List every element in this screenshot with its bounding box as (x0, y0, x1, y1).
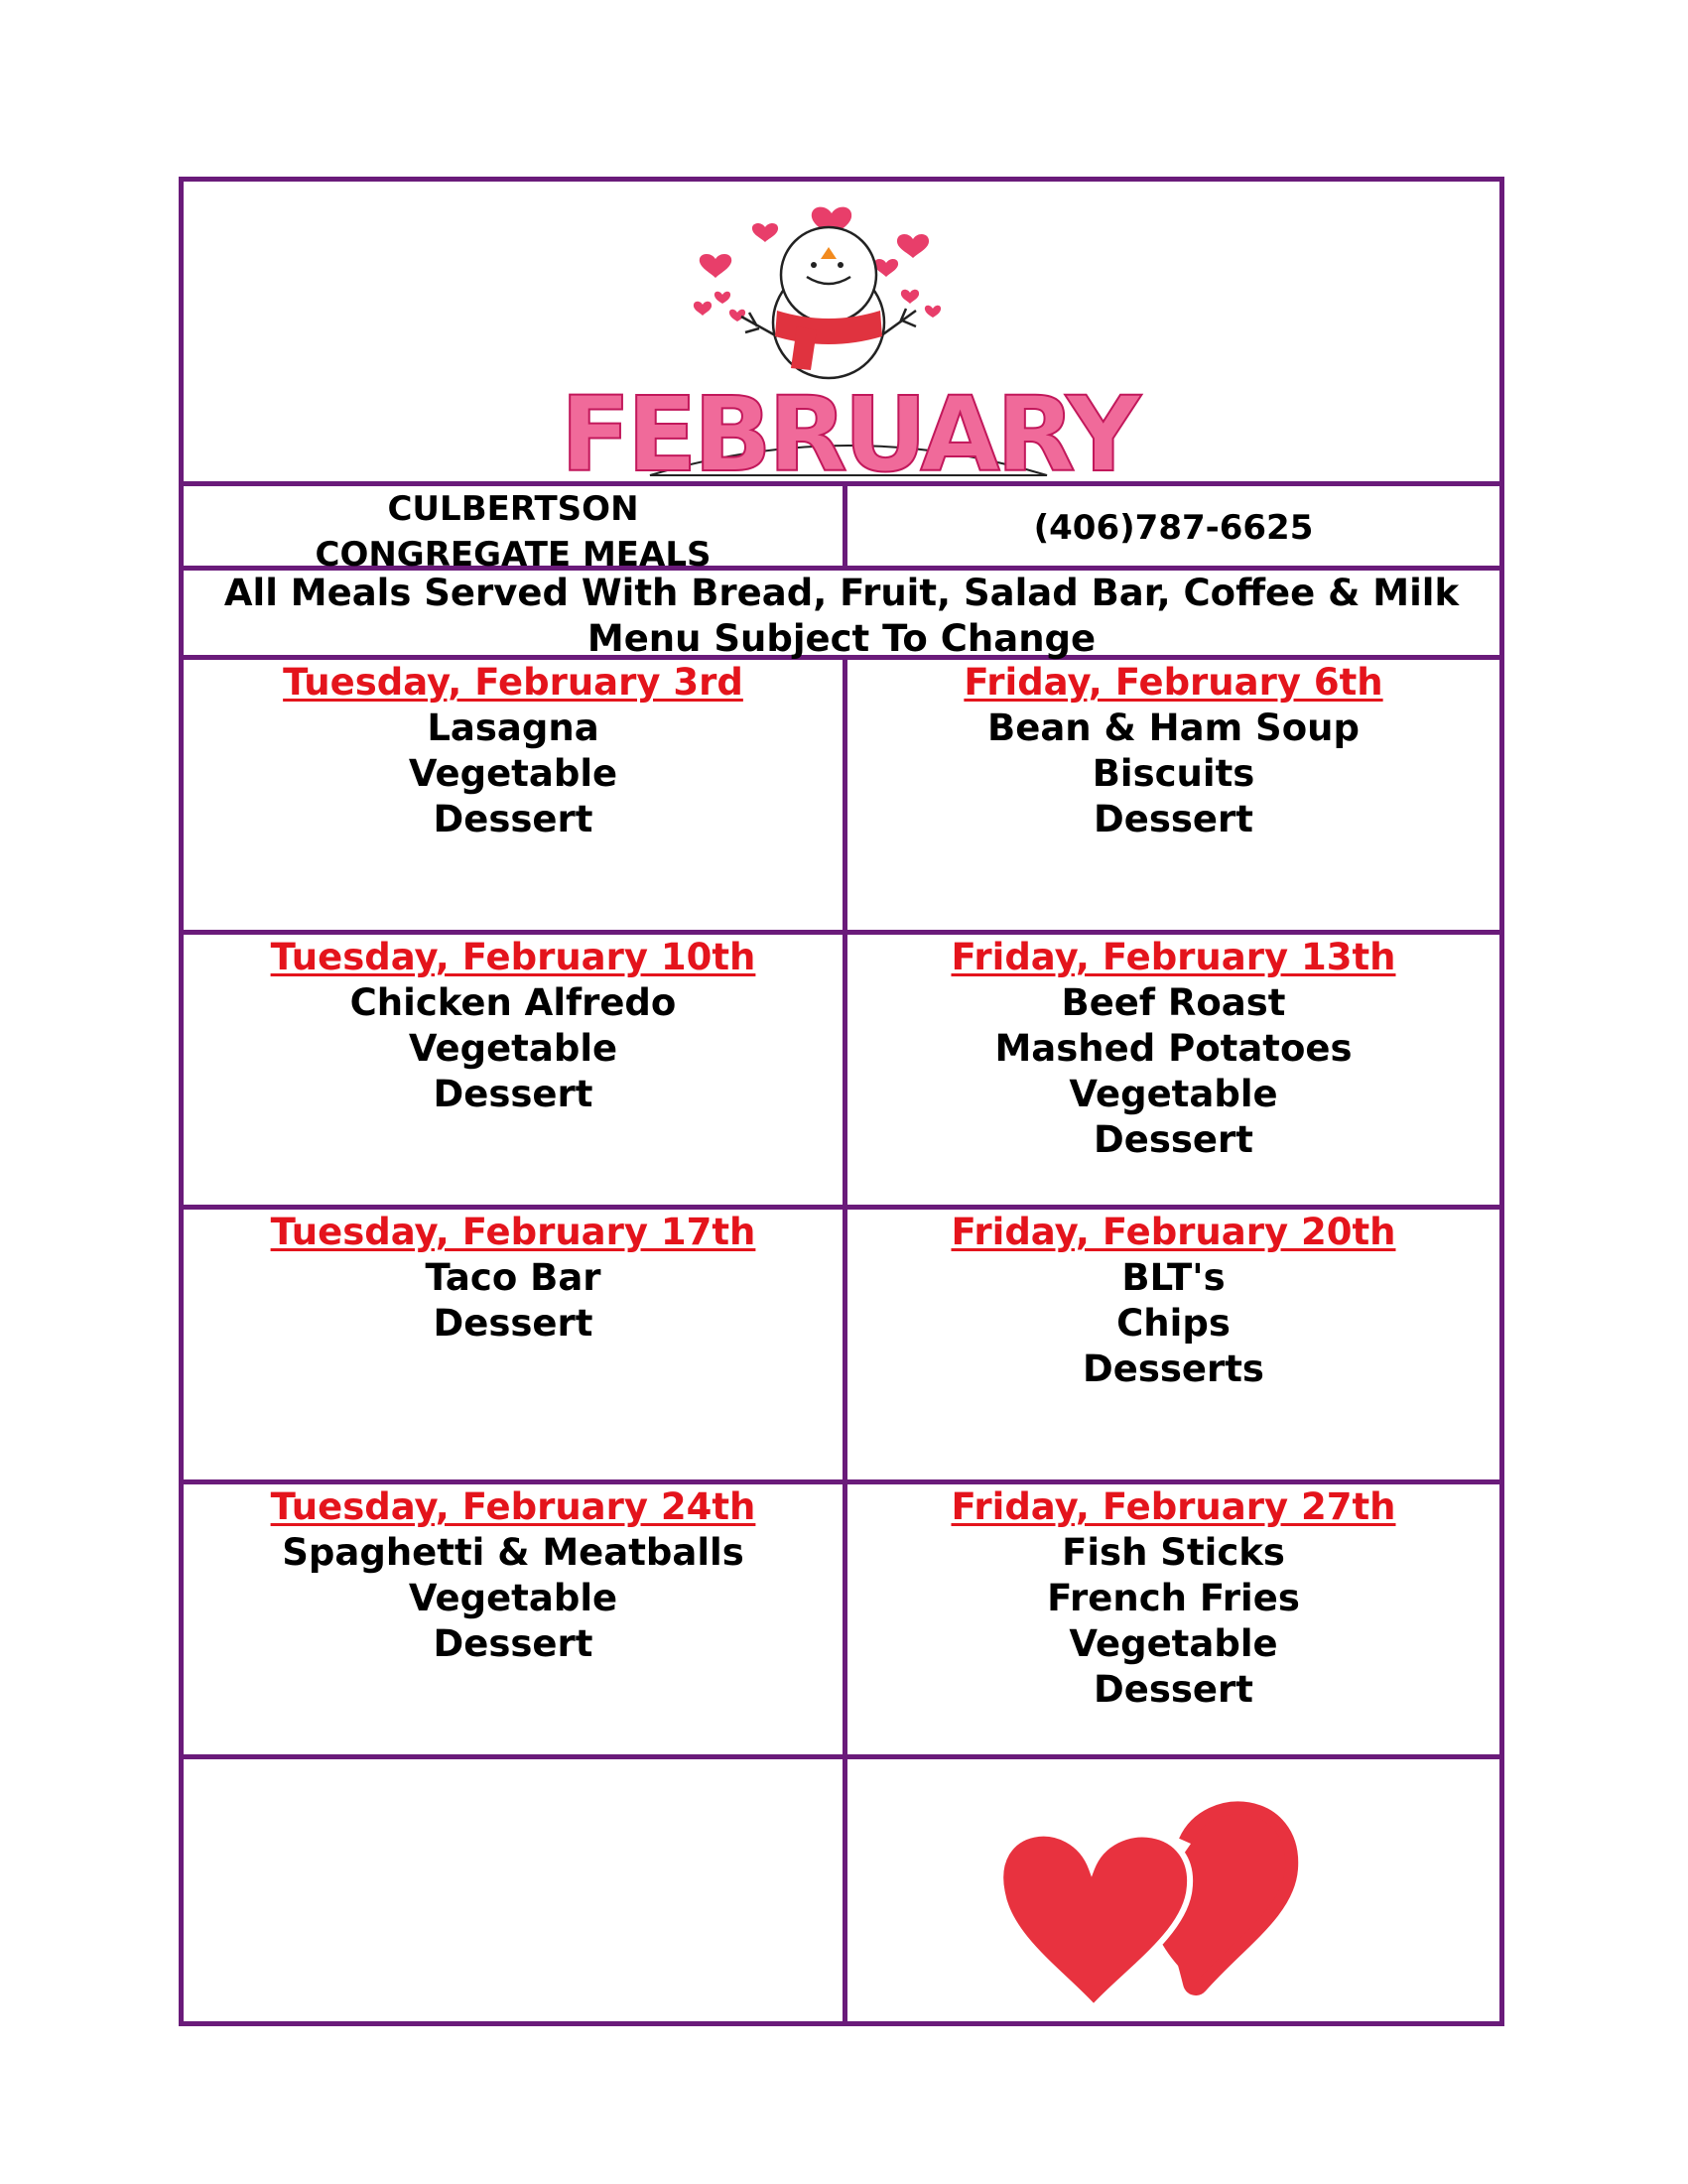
menu-item: Beef Roast (1061, 981, 1286, 1024)
note-line1: All Meals Served With Bread, Fruit, Salad Bar, Coffee & Milk (223, 572, 1460, 614)
phone-number: (406)787-6625 (1033, 508, 1314, 548)
menu-date: Tuesday, February 17th (270, 1211, 756, 1253)
menu-item: Fish Sticks (1062, 1531, 1285, 1574)
menu-item: Vegetable (408, 1027, 618, 1070)
menu-day-cell (184, 660, 843, 930)
menu-day-cell (847, 935, 1499, 1205)
menu-date: Tuesday, February 10th (270, 936, 756, 978)
divider (184, 1754, 1499, 1759)
february-snowman-logo (560, 188, 1137, 495)
menu-item: Dessert (433, 798, 593, 840)
menu-item: Chips (1116, 1302, 1231, 1345)
org-line2: CONGREGATE MEALS (315, 535, 712, 575)
menu-item: Vegetable (408, 752, 618, 795)
menu-day-cell (184, 935, 843, 1205)
menu-date: Friday, February 13th (951, 936, 1396, 978)
menu-item: Dessert (433, 1302, 593, 1345)
organization-name (184, 486, 843, 575)
menu-date: Friday, February 27th (951, 1485, 1396, 1528)
menu-table (179, 177, 1504, 2026)
menu-day-cell (847, 660, 1499, 930)
menu-item: Dessert (433, 1073, 593, 1115)
org-line1: CULBERTSON (387, 489, 639, 529)
menu-date: Friday, February 20th (951, 1211, 1396, 1253)
menu-item: Desserts (1083, 1348, 1264, 1390)
menu-date: Friday, February 6th (964, 661, 1383, 704)
menu-item: Biscuits (1092, 752, 1255, 795)
menu-date: Tuesday, February 3rd (283, 661, 743, 704)
logo-text: FEBRUARY (560, 374, 1137, 495)
menu-item: French Fries (1047, 1577, 1300, 1619)
menu-item: Chicken Alfredo (349, 981, 677, 1024)
menu-item: Dessert (1094, 1668, 1253, 1711)
menu-item: Vegetable (1069, 1622, 1278, 1665)
menu-day-cell (847, 1210, 1499, 1479)
menu-item: Taco Bar (425, 1256, 601, 1299)
menu-item: Vegetable (1069, 1073, 1278, 1115)
note-line2: Menu Subject To Change (586, 617, 1097, 660)
menu-item: Spaghetti & Meatballs (282, 1531, 744, 1574)
menu-item: Lasagna (427, 707, 599, 749)
meal-note (184, 571, 1499, 660)
menu-date: Tuesday, February 24th (270, 1485, 756, 1528)
menu-day-cell (184, 1484, 843, 1754)
menu-item: BLT's (1121, 1256, 1226, 1299)
menu-item: Vegetable (408, 1577, 618, 1619)
menu-item: Dessert (1094, 1118, 1253, 1161)
menu-day-cell (184, 1210, 843, 1479)
menu-item: Mashed Potatoes (994, 1027, 1353, 1070)
menu-item: Dessert (433, 1622, 593, 1665)
menu-item: Dessert (1094, 798, 1253, 840)
double-heart-icon (997, 1789, 1325, 2007)
menu-item: Bean & Ham Soup (987, 707, 1360, 749)
menu-day-cell (847, 1484, 1499, 1754)
